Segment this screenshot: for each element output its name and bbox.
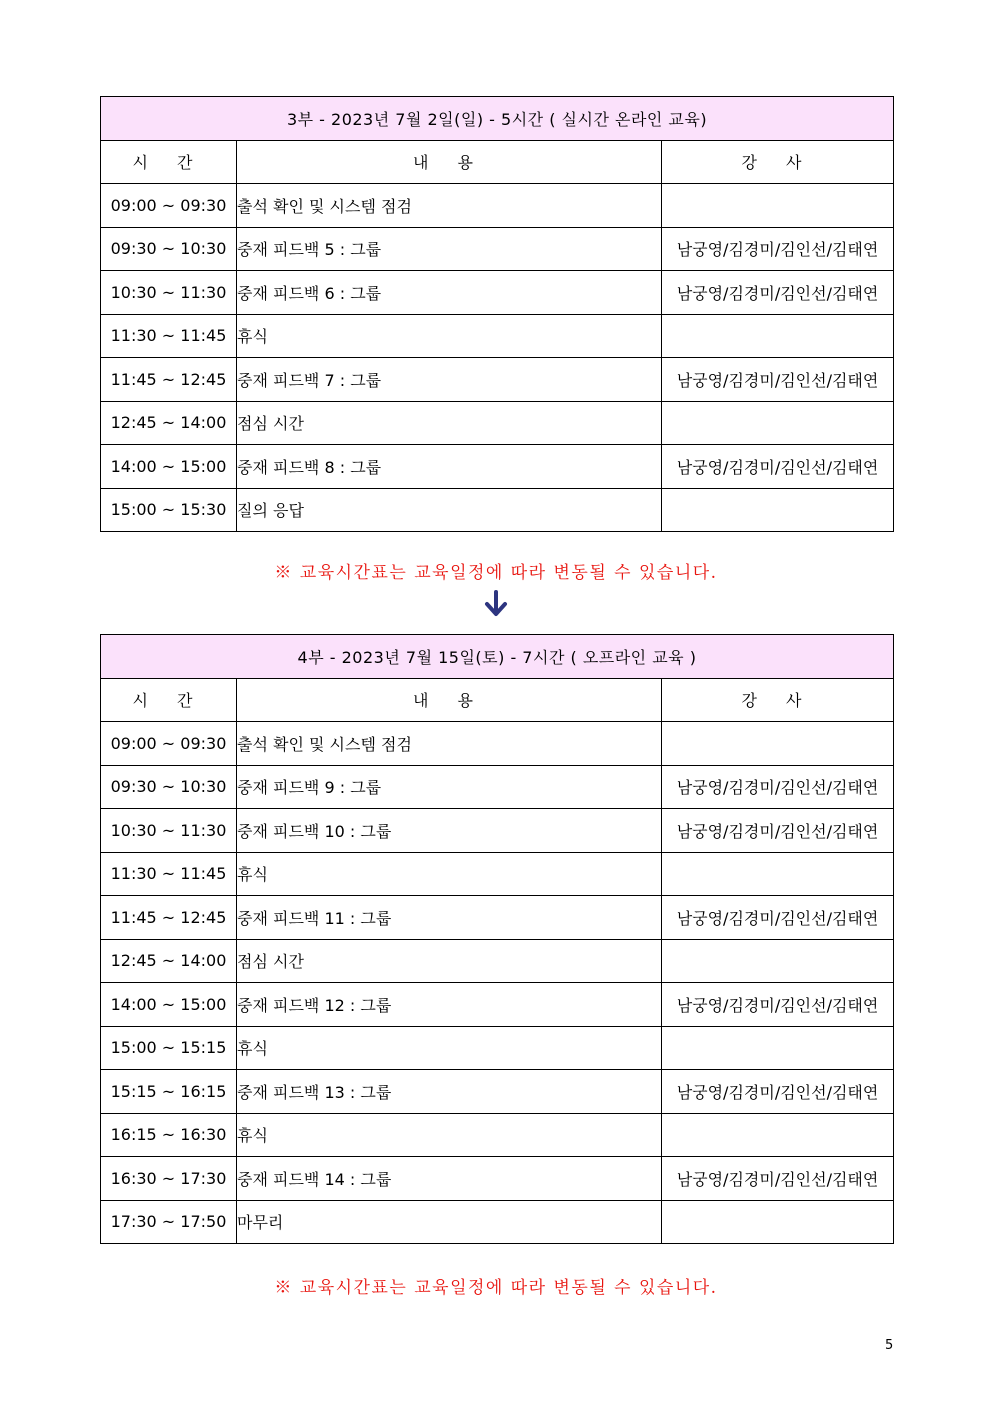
table-row <box>101 1113 894 1157</box>
teacher-cell: 남궁영/김경미/김인선/김태연 <box>662 1070 894 1114</box>
header-teacher: 강 사 <box>662 140 894 184</box>
header-time: 시 간 <box>101 140 237 184</box>
page-number: 5 <box>885 1338 894 1353</box>
content-cell: 중재 피드백 5 : 그룹 <box>237 227 662 271</box>
content-cell: 중재 피드백 10 : 그룹 <box>237 809 662 853</box>
teacher-cell <box>662 184 894 228</box>
table-row <box>101 852 894 896</box>
time-cell: 11:30 ~ 11:45 <box>101 314 237 358</box>
content-cell: 중재 피드백 8 : 그룹 <box>237 445 662 489</box>
teacher-cell <box>662 1113 894 1157</box>
content-cell: 마무리 <box>237 1200 662 1244</box>
teacher-cell: 남궁영/김경미/김인선/김태연 <box>662 445 894 489</box>
teacher-cell <box>662 722 894 766</box>
time-cell: 09:00 ~ 09:30 <box>101 722 237 766</box>
teacher-cell <box>662 488 894 532</box>
content-cell: 중재 피드백 14 : 그룹 <box>237 1157 662 1201</box>
part4-schedule-table <box>100 634 894 1244</box>
table-row <box>101 401 894 445</box>
content-cell: 질의 응답 <box>237 488 662 532</box>
part4-title: 4부 - 2023년 7월 15일(토) - 7시간 ( 오프라인 교육 ) <box>101 635 894 679</box>
teacher-cell: 남궁영/김경미/김인선/김태연 <box>662 765 894 809</box>
time-cell: 10:30 ~ 11:30 <box>101 809 237 853</box>
time-cell: 11:45 ~ 12:45 <box>101 896 237 940</box>
part3-note: ※ 교육시간표는 교육일정에 따라 변동될 수 있습니다. <box>274 563 718 583</box>
time-cell: 16:30 ~ 17:30 <box>101 1157 237 1201</box>
header-time: 시 간 <box>101 678 237 722</box>
time-cell: 09:30 ~ 10:30 <box>101 765 237 809</box>
table-row <box>101 896 894 940</box>
content-cell: 출석 확인 및 시스템 점검 <box>237 722 662 766</box>
time-cell: 15:00 ~ 15:15 <box>101 1026 237 1070</box>
down-arrow-icon <box>483 590 509 618</box>
teacher-cell <box>662 852 894 896</box>
teacher-cell <box>662 401 894 445</box>
table-row <box>101 488 894 532</box>
time-cell: 10:30 ~ 11:30 <box>101 271 237 315</box>
table-row <box>101 1157 894 1201</box>
table-row <box>101 184 894 228</box>
table-row <box>101 765 894 809</box>
teacher-cell: 남궁영/김경미/김인선/김태연 <box>662 271 894 315</box>
content-cell: 중재 피드백 11 : 그룹 <box>237 896 662 940</box>
content-cell: 휴식 <box>237 314 662 358</box>
teacher-cell: 남궁영/김경미/김인선/김태연 <box>662 1157 894 1201</box>
table-row <box>101 722 894 766</box>
time-cell: 09:30 ~ 10:30 <box>101 227 237 271</box>
header-teacher: 강 사 <box>662 678 894 722</box>
table-row <box>101 445 894 489</box>
time-cell: 15:15 ~ 16:15 <box>101 1070 237 1114</box>
table-row <box>101 1026 894 1070</box>
teacher-cell <box>662 1200 894 1244</box>
content-cell: 중재 피드백 13 : 그룹 <box>237 1070 662 1114</box>
teacher-cell <box>662 314 894 358</box>
time-cell: 17:30 ~ 17:50 <box>101 1200 237 1244</box>
table-row <box>101 809 894 853</box>
table-row <box>101 358 894 402</box>
time-cell: 11:45 ~ 12:45 <box>101 358 237 402</box>
time-cell: 11:30 ~ 11:45 <box>101 852 237 896</box>
table-row <box>101 271 894 315</box>
content-cell: 출석 확인 및 시스템 점검 <box>237 184 662 228</box>
content-cell: 중재 피드백 7 : 그룹 <box>237 358 662 402</box>
content-cell: 점심 시간 <box>237 401 662 445</box>
content-cell: 휴식 <box>237 1026 662 1070</box>
part3-schedule-table <box>100 96 894 532</box>
part3-title: 3부 - 2023년 7월 2일(일) - 5시간 ( 실시간 온라인 교육) <box>101 97 894 141</box>
header-content: 내 용 <box>237 678 662 722</box>
header-content: 내 용 <box>237 140 662 184</box>
time-cell: 14:00 ~ 15:00 <box>101 445 237 489</box>
table-row <box>101 227 894 271</box>
time-cell: 15:00 ~ 15:30 <box>101 488 237 532</box>
time-cell: 09:00 ~ 09:30 <box>101 184 237 228</box>
teacher-cell <box>662 1026 894 1070</box>
content-cell: 중재 피드백 9 : 그룹 <box>237 765 662 809</box>
part4-note: ※ 교육시간표는 교육일정에 따라 변동될 수 있습니다. <box>274 1278 718 1298</box>
teacher-cell <box>662 939 894 983</box>
time-cell: 12:45 ~ 14:00 <box>101 939 237 983</box>
content-cell: 점심 시간 <box>237 939 662 983</box>
table-row <box>101 939 894 983</box>
table-row <box>101 1070 894 1114</box>
content-cell: 중재 피드백 6 : 그룹 <box>237 271 662 315</box>
time-cell: 12:45 ~ 14:00 <box>101 401 237 445</box>
teacher-cell: 남궁영/김경미/김인선/김태연 <box>662 809 894 853</box>
teacher-cell: 남궁영/김경미/김인선/김태연 <box>662 227 894 271</box>
table-row <box>101 1200 894 1244</box>
time-cell: 16:15 ~ 16:30 <box>101 1113 237 1157</box>
content-cell: 중재 피드백 12 : 그룹 <box>237 983 662 1027</box>
table-row <box>101 314 894 358</box>
content-cell: 휴식 <box>237 852 662 896</box>
content-cell: 휴식 <box>237 1113 662 1157</box>
teacher-cell: 남궁영/김경미/김인선/김태연 <box>662 358 894 402</box>
teacher-cell: 남궁영/김경미/김인선/김태연 <box>662 983 894 1027</box>
teacher-cell: 남궁영/김경미/김인선/김태연 <box>662 896 894 940</box>
time-cell: 14:00 ~ 15:00 <box>101 983 237 1027</box>
table-row <box>101 983 894 1027</box>
